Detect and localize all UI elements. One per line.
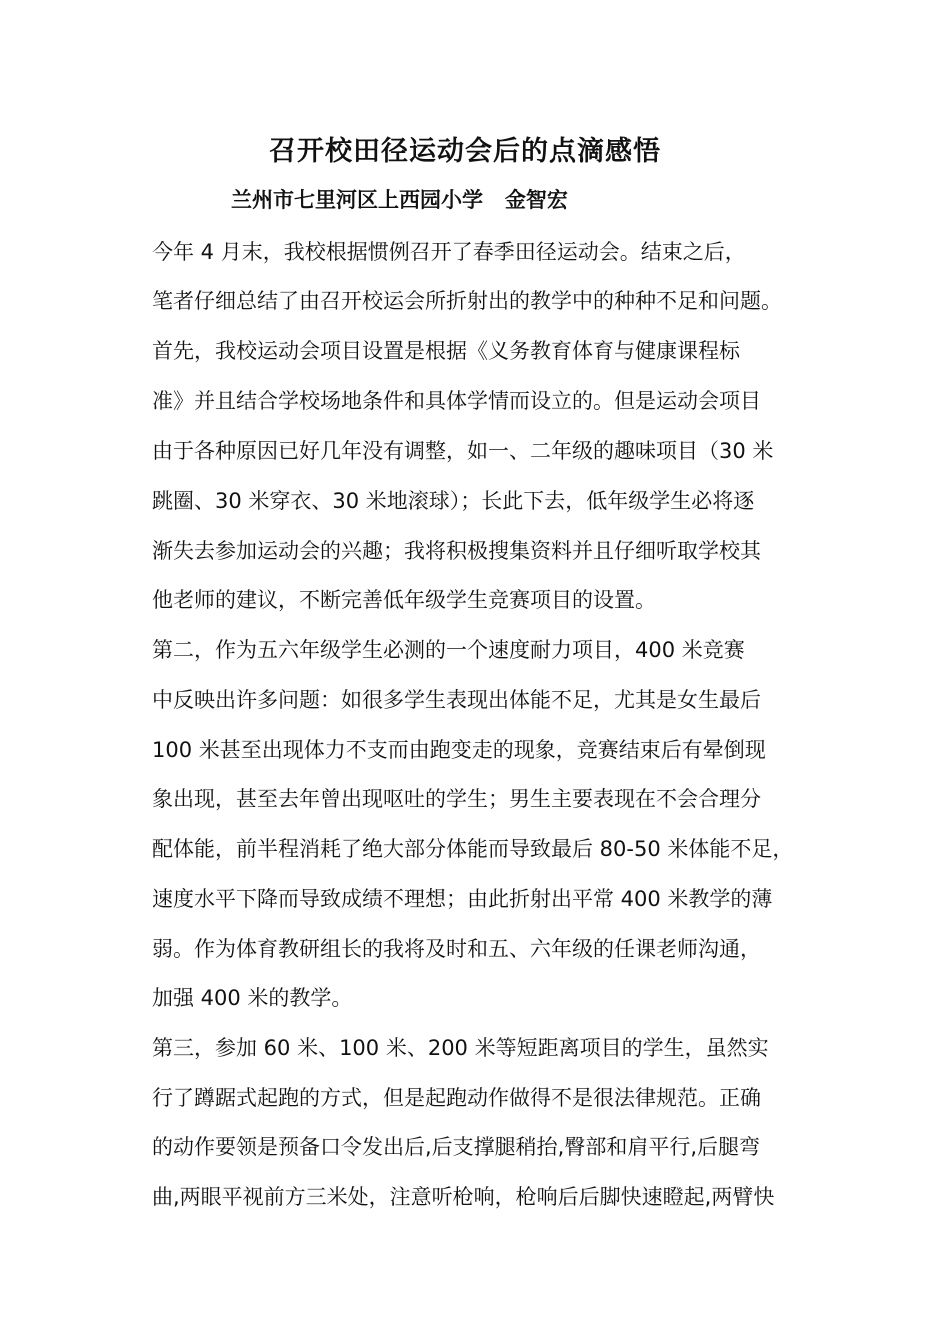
paragraph-line: 笔者仔细总结了由召开校运会所折射出的教学中的种种不足和问题。 [152,289,782,313]
paragraph-line: 弱。作为体育教研组长的我将及时和五、六年级的任课老师沟通， [152,937,761,961]
paragraph-line: 象出现，甚至去年曾出现呕吐的学生；男生主要表现在不会合理分 [152,787,761,811]
paragraph-line: 准》并且结合学校场地条件和具体学情而设立的。但是运动会项目 [152,389,761,413]
paragraph-line: 曲,两眼平视前方三米处，注意听枪响，枪响后后脚快速瞪起,两臂快 [152,1185,775,1209]
paragraph-line: 加强 400 米的教学。 [152,986,353,1010]
paragraph-line: 渐失去参加运动会的兴趣；我将积极搜集资料并且仔细听取学校其 [152,539,761,563]
paragraph-line: 速度水平下降而导致成绩不理想；由此折射出平常 400 米教学的薄 [152,887,773,911]
paragraph-line: 首先，我校运动会项目设置是根据《义务教育体育与健康课程标 [152,339,740,363]
paragraph-line: 他老师的建议，不断完善低年级学生竞赛项目的设置。 [152,588,656,612]
paragraph-line: 跳圈、30 米穿衣、30 米地滚球）；长此下去，低年级学生必将逐 [152,489,755,513]
paragraph-line: 100 米甚至出现体力不支而由跑变走的现象，竞赛结束后有晕倒现 [152,738,766,762]
paragraph-line: 第二，作为五六年级学生必测的一个速度耐力项目，400 米竞赛 [152,638,745,662]
author-byline: 兰州市七里河区上西园小学 金智宏 [231,188,568,212]
paragraph-line: 行了蹲踞式起跑的方式，但是起跑动作做得不是很法律规范。正确 [152,1086,761,1110]
paragraph-line: 今年 4 月末，我校根据惯例召开了春季田径运动会。结束之后， [152,240,746,264]
document-title: 召开校田径运动会后的点滴感悟 [269,136,661,167]
paragraph-line: 配体能，前半程消耗了绝大部分体能而导致最后 80-50 米体能不足， [152,837,794,861]
paragraph-line: 由于各种原因已好几年没有调整，如一、二年级的趣味项目（30 米 [152,439,774,463]
paragraph-line: 中反映出许多问题：如很多学生表现出体能不足，尤其是女生最后 [152,688,761,712]
paragraph-line: 第三，参加 60 米、100 米、200 米等短距离项目的学生，虽然实 [152,1036,769,1060]
paragraph-line: 的动作要领是预备口令发出后,后支撑腿稍抬,臀部和肩平行,后腿弯 [152,1135,761,1159]
